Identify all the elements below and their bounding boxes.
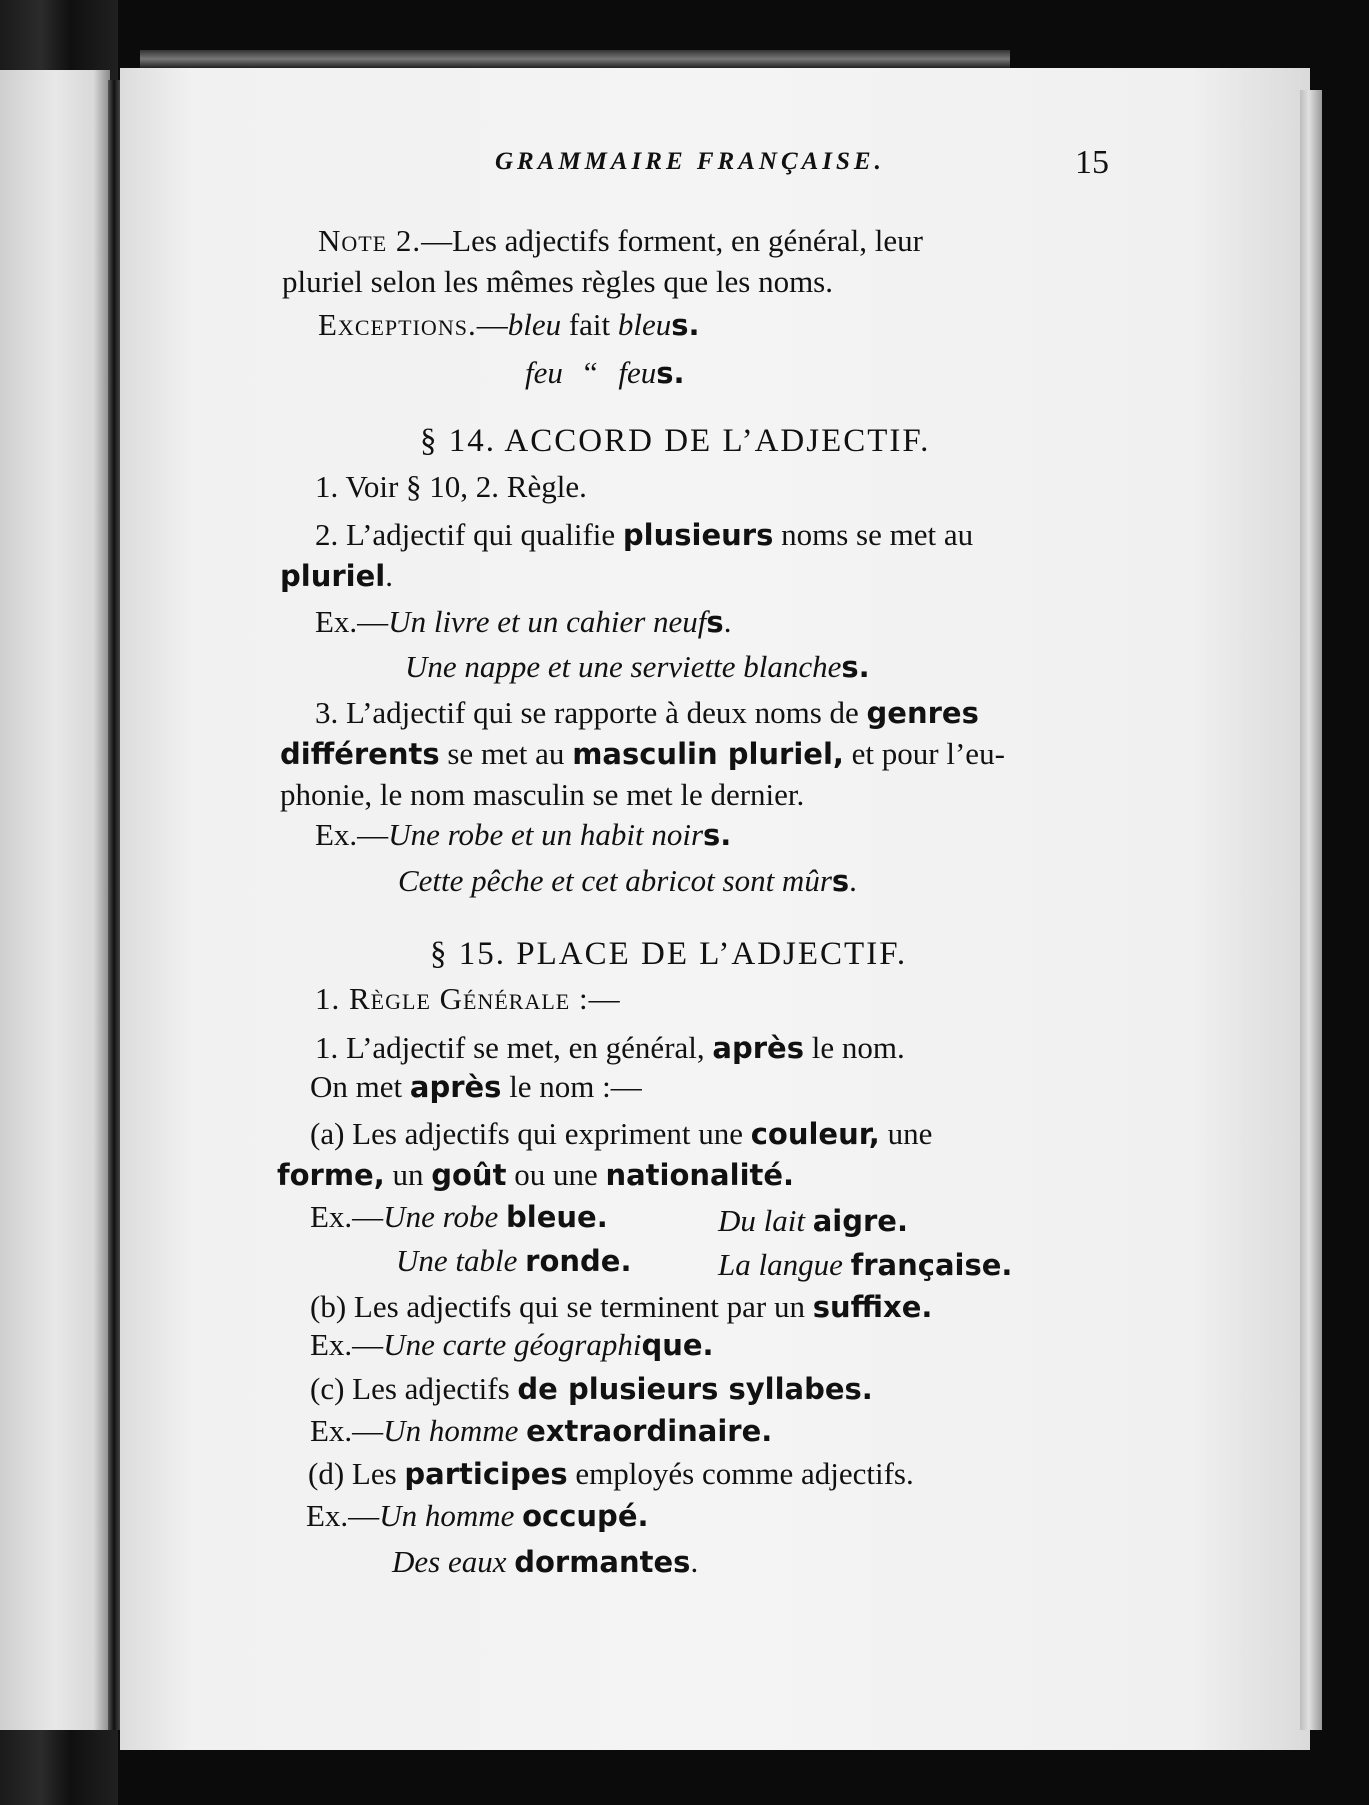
bold-term: extraordinaire. (526, 1414, 773, 1448)
s14-rule-2-line1 (315, 516, 973, 554)
example-label: Ex.— (315, 817, 389, 852)
exception-word: bleu (507, 307, 562, 342)
example-label: Ex.— (310, 1327, 384, 1362)
text: ou une (514, 1157, 598, 1192)
exception-verb: fait (568, 307, 611, 342)
text: 2. L’adjectif qui qualifie (315, 517, 616, 552)
s14-example-4 (398, 862, 857, 900)
s15-b-example (310, 1326, 714, 1364)
note-label: Note 2. (318, 223, 422, 258)
text: On met (310, 1069, 403, 1104)
s15-rule-2 (310, 1068, 642, 1106)
bold-ending: s. (703, 818, 732, 852)
s15-rule-1 (315, 1029, 905, 1067)
bold-term: de plusieurs syllabes. (517, 1372, 873, 1406)
bold-term: dormantes (514, 1545, 691, 1579)
facing-page-edge (0, 70, 110, 1730)
text: (c) Les adjectifs (310, 1371, 510, 1406)
s14-example-2 (405, 648, 870, 686)
bold-term: masculin pluriel, (572, 737, 844, 771)
bold-term: genres (866, 696, 979, 730)
text: noms se met au (781, 517, 974, 552)
exception-suffix: s. (656, 356, 685, 390)
example-text: Une table (396, 1243, 518, 1278)
s15-b-line (310, 1288, 932, 1326)
bold-term: participes (404, 1457, 568, 1491)
bold-term: plusieurs (622, 518, 774, 552)
s14-example-3 (315, 816, 731, 854)
bold-term: occupé. (522, 1499, 649, 1533)
exceptions-line2 (525, 354, 685, 392)
s15-a-example-4 (718, 1246, 1012, 1284)
section-14-heading: § 14. ACCORD DE L’ADJECTIF. (420, 423, 931, 459)
s15-a-line1 (310, 1115, 932, 1153)
bold-term: forme, (277, 1158, 385, 1192)
section-15-heading: § 15. PLACE DE L’ADJECTIF. (430, 936, 908, 972)
example-text: Du lait (718, 1203, 805, 1238)
s15-a-example-2 (718, 1202, 908, 1240)
dash: — (476, 307, 508, 342)
s15-d-example-2 (392, 1543, 698, 1581)
bold-term: nationalité. (605, 1158, 795, 1192)
text: employés comme adjectifs. (575, 1456, 914, 1491)
bold-ending: que. (641, 1328, 714, 1362)
bold-term: française. (850, 1248, 1013, 1282)
s15-c-example (310, 1412, 772, 1450)
book-page (120, 68, 1310, 1750)
example-text: Un livre et un cahier neuf (388, 604, 707, 639)
bold-term: couleur, (750, 1117, 880, 1151)
text: 1. L’adjectif se met, en général, (315, 1030, 705, 1065)
example-text: Cette pêche et cet abricot sont mûr (398, 863, 832, 898)
text: se met au (447, 736, 565, 771)
bold-ending: s (831, 864, 850, 898)
example-label: Ex.— (306, 1498, 380, 1533)
exception-plural-stem: bleu (617, 307, 672, 342)
text: . (690, 1544, 699, 1579)
s15-general-rule-label: 1. Règle Générale :— (315, 981, 621, 1016)
page-number: 15 (1075, 144, 1109, 181)
page-right-edge (1300, 90, 1322, 1730)
bold-term: après (712, 1031, 804, 1065)
s15-d-example-1 (306, 1497, 649, 1535)
exceptions-label: Exceptions. (318, 307, 477, 342)
note2-line1 (318, 222, 923, 260)
s15-c-line (310, 1370, 873, 1408)
text: . (849, 863, 857, 898)
example-text: La langue (718, 1247, 843, 1282)
bold-term: goût (431, 1158, 507, 1192)
bold-term: suffixe. (812, 1290, 933, 1324)
s14-rule-3-line1 (315, 694, 979, 732)
bold-term: différents (280, 737, 440, 771)
exception-suffix: s. (671, 308, 700, 342)
example-text: Un homme (383, 1413, 519, 1448)
text: un (392, 1157, 424, 1192)
s15-d-line (308, 1455, 914, 1493)
exception-word: feu (525, 355, 563, 390)
book-top-edge (140, 50, 1010, 68)
s14-rule-3-line2 (280, 735, 1005, 773)
s15-a-example-1 (310, 1198, 608, 1236)
bold-ending: s. (841, 650, 870, 684)
text: . (723, 604, 732, 639)
text: (b) Les adjectifs qui se terminent par un (310, 1289, 805, 1324)
s14-rule-3-line3: phonie, le nom masculin se met le dernier. (280, 777, 805, 812)
exceptions-line (318, 306, 700, 344)
s15-a-line2 (277, 1156, 794, 1194)
example-text: Une robe (383, 1199, 499, 1234)
example-text: Une carte géographi (383, 1327, 642, 1362)
s15-a-example-3 (396, 1242, 631, 1280)
example-text: Un homme (379, 1498, 515, 1533)
example-text: Des eaux (392, 1544, 507, 1579)
bold-term: après (409, 1070, 502, 1104)
s14-rule-2-line2 (280, 557, 393, 595)
example-text: Une nappe et une serviette blanche (405, 649, 842, 684)
text: le nom. (811, 1030, 905, 1065)
bold-term: aigre. (812, 1204, 908, 1238)
text: (a) Les adjectifs qui expriment une (310, 1116, 743, 1151)
bold-term: bleue. (506, 1200, 608, 1234)
example-text: Une robe et un habit noir (388, 817, 704, 852)
example-label: Ex.— (310, 1199, 384, 1234)
text: et pour l’eu- (851, 736, 1005, 771)
bold-term: pluriel (280, 559, 386, 593)
bold-ending: s (706, 605, 724, 639)
text: (d) Les (308, 1456, 397, 1491)
note2-line2: pluriel selon les mêmes règles que les noms. (282, 264, 833, 299)
bold-term: ronde. (525, 1244, 632, 1278)
running-head-title: GRAMMAIRE FRANÇAISE. (495, 148, 885, 175)
s14-example-1 (315, 603, 731, 641)
text: . (385, 558, 393, 593)
note-text: —Les adjectifs forment, en général, leur (421, 223, 923, 258)
example-label: Ex.— (315, 604, 389, 639)
text: une (887, 1116, 933, 1151)
text: le nom :— (509, 1069, 642, 1104)
text: 3. L’adjectif qui se rapporte à deux noms de (315, 695, 859, 730)
s14-rule-1: 1. Voir § 10, 2. Règle. (315, 469, 587, 504)
example-label: Ex.— (310, 1413, 384, 1448)
ditto-mark: “ (583, 355, 598, 390)
exception-plural-stem: feu (618, 355, 657, 390)
binding-gutter (108, 80, 120, 1730)
